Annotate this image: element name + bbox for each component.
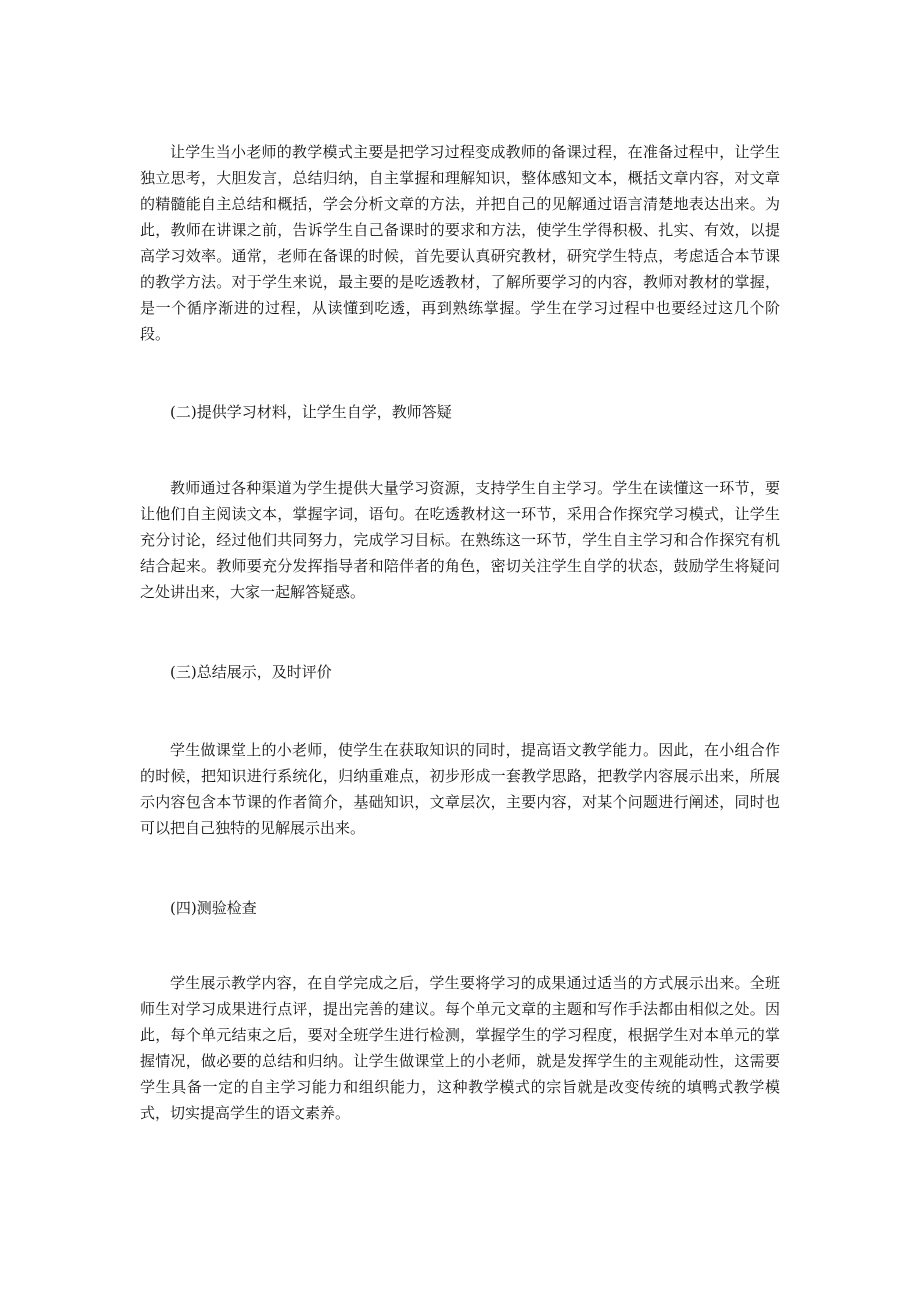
body-paragraph: 学生展示教学内容，在自学完成之后，学生要将学习的成果通过适当的方式展示出来。全班师生对学习成果进行点评，提出完善的建议。每个单元文章的主题和写作手法都由相似之处。因此，每个单元结束之后，要对全班学生进行检测，掌握学生的学习程度，根据学生对本单元的掌握情况，做必要的总结和归纳。让学生做课堂上的小老师，就是发挥学生的主观能动性，这需要学生具备一定的自主学习能力和组织能力，这种教学模式的宗旨就是改变传统的填鸭式教学模式，切实提高学生的语文素养。 [140, 974, 780, 1122]
body-paragraph: 让学生当小老师的教学模式主要是把学习过程变成教师的备课过程，在准备过程中，让学生独立思考，大胆发言，总结归纳，自主掌握和理解知识，整体感知文本，概括文章内容，对文章的精髓能自主总结和概括，学会分析文章的方法，并把自己的见解通过语言清楚地表达出来。为此，教师在讲课之前，告诉学生自己备课时的要求和方法，使学生学得积极、扎实、有效，以提高学习效率。通常，老师在备课的时候，首先要认真研究教材，研究学生特点，考虑适合本节课的教学方法。对于学生来说，最主要的是吃透教材，了解所要学习的内容，教师对教材的掌握，是一个循序渐进的过程，从读懂到吃透，再到熟练掌握。学生在学习过程中也要经过这几个阶段。 [140, 143, 780, 343]
body-paragraph: 学生做课堂上的小老师，使学生在获取知识的同时，提高语文教学能力。因此，在小组合作的时候，把知识进行系统化，归纳重难点，初步形成一套教学思路，把教学内容展示出来，所展示内容包含本节课的作者简介，基础知识，文章层次，主要内容，对某个问题进行阐述，同时也可以把自己独特的见解展示出来。 [140, 741, 780, 837]
section-heading: (四)测验检查 [170, 899, 257, 917]
section-heading: (二)提供学习材料，让学生自学，教师答疑 [170, 403, 452, 421]
body-paragraph: 教师通过各种渠道为学生提供大量学习资源，支持学生自主学习。学生在读懂这一环节，要让他们自主阅读文本，掌握字词，语句。在吃透教材这一环节，采用合作探究学习模式，让学生充分讨论，经过他们共同努力，完成学习目标。在熟练这一环节，学生自主学习和合作探究有机结合起来。教师要充分发挥指导者和陪伴者的角色，密切关注学生自学的状态，鼓励学生将疑问之处讲出来，大家一起解答疑惑。 [140, 479, 780, 601]
section-heading: (三)总结展示，及时评价 [170, 663, 332, 681]
